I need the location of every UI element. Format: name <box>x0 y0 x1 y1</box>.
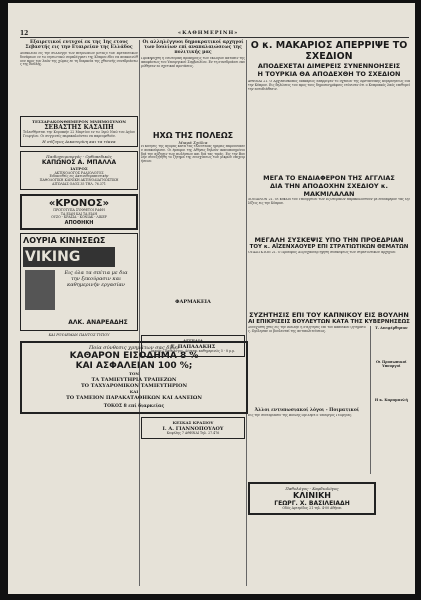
column-right <box>248 40 410 517</box>
clinic-top: Παθολόγος - Καρδιολόγος <box>285 486 339 491</box>
echo-body: Η κίνησις της αγοράς κατά τας τελευταίας ημέρας παρουσίασεν ανακούφισιν. Οι έμποροι της Αθήνας δηλούν ικανοποιημένοι διά την αύξησιν των πωλήσεων και διά τας τιμάς. Εις την Βουλήν συνεζητήθη το ζήτημα της ενισχύσεως των μικρών επιχειρήσεων. <box>141 145 245 164</box>
small-ad-heading: ΚΕΣΚΑΣ ΚΡΑΣΙΟΥ <box>172 419 214 425</box>
viking-ad <box>20 233 138 331</box>
article-title: Εξαιρετικοί ευτυχοί εκ της 1ης ετους Σεβαστής εις την Εταιρείαν της Ελλάδος <box>25 40 133 50</box>
bank-line: ΚΑΘΑΡΟΝ ΕΙΣΟΔΗΜΑ 8 % <box>69 351 199 362</box>
side-body <box>373 330 410 360</box>
kronos-line: ΠΡΩΤΟΤΥΠΑ ΣΥΝΘΕΤΟΙ ΡΑΦΗ <box>53 207 105 212</box>
clinic-doctor: ΓΕΩΡΓ. Χ. ΒΑΣΙΛΕΙΑΔΗ <box>274 500 350 507</box>
main-subheadline: ΑΠΟΔΕΧΕΤΑΙ ΔΙΜΕΡΕΙΣ ΣΥΝΕΝΝΟΗΣΕΙΣ <box>257 62 401 70</box>
funeral-text: Τελεσθήσεται την Κυριακήν 22 Μαρτίου εν τω Ιερώ Ναώ του Αγίου Γεωργίου. Οι συγγενείς παρακαλούνται να παρευρεθούν. <box>23 130 135 138</box>
lower-side <box>370 326 410 474</box>
page-number: 12 <box>20 30 29 37</box>
article-body: ΛΟΝΔΙΝΟΝ 21. Οι κύκλοι του Υπουργείου των Εξωτερικών παρακολουθούν με ενδιαφέρον τας εξελίξεις εις την Κύπρον. <box>248 198 410 205</box>
doctor-line: ΑΙΤΩΛΙΑΣ ΟΔΟΣ 35 ΤΗΛ. 76.371 <box>52 181 106 186</box>
funeral-family: Η σύζυγος Αικατερίνη και τα τέκνα <box>42 138 116 144</box>
funeral-notice <box>20 116 138 147</box>
side-heading: Η κ. Καραμανλή <box>374 398 408 402</box>
clinic-ad <box>248 482 376 515</box>
headline: ΣΥΖΗΤΗΣΙΣ ΕΠΙ ΤΟΥ ΚΑΠΝΙΚΟΥ ΕΙΣ ΒΟΥΛΗΝ <box>249 311 409 319</box>
main-headline: Ο κ. ΜΑΚΑΡΙΟΣ ΑΠΕΡΡΙΨΕ ΤΟ ΣΧΕΔΙΟΝ <box>250 40 408 62</box>
bank-line: ΚΑΙ <box>129 389 139 395</box>
main-body: ΑΘΗΝΑΙ 21. Ο Αρχιεπίσκοπος Μακάριος απέρριψεν το σχέδιον της Βρεταννικής κυβερνήσεως διά την Κύπρον. Εις δηλώσεις του προς τους δημοσιογράφους ετόνισεν ότι ο Κυπριακός λαός επιθυμεί την αυτοδιάθεσιν. <box>248 80 410 91</box>
bank-line: ΚΑΙ ΑΣΦΑΛΕΙΑΝ 100 %; <box>75 361 193 372</box>
side-heading: Οι Προσωπικοί Υπουργοί <box>375 360 407 368</box>
notice-text: Ιατρός - Παθολόγος. Δέχεται καθημερινώς 5 - 8 μ.μ. <box>150 349 236 353</box>
article-body: ΟΥΑΣΙΓΚΤΩΝ 21. Ο Πρόεδρος Αϊζενχάουερ ηγήθη συσκέψεως των στρατιωτικών αρχηγών. <box>248 251 397 254</box>
doctor-line: ΑΚΤΙΝΟΛΟΓΟΣ ΡΑΔΙΟΛΟΓΟΣ <box>54 170 104 175</box>
article-body: Προκηρύχθη η εσωτερική προκήρυξις των εκλογών κατόπιν της αποφάσεως του Υπουργικού Συμβουλίου. Εν τη συνεδριάσει εκυρώθησαν αι σχετικαί προτάσεις. <box>141 57 245 68</box>
viking-slogan: Εις όλα τα σπίτια με δια την ξεκούρασιν και καθημερινήν εργασίαν <box>64 270 128 289</box>
doctor-name: ΚΑΠΩΝΟΣ Α. ΜΠΑΛΛΑ <box>41 158 117 166</box>
kronos-title: «ΚΡΟΝΟΣ» <box>48 197 110 209</box>
viking-dealer: ΑΛΚ. ΑΝΑΡΕΑΔΗΣ <box>68 319 128 327</box>
doctor-heading: Παιδοχειρουργός - Ορθοπεδικός <box>46 153 112 159</box>
headline: ΔΙΑ ΤΗΝ ΑΠΟΔΟΧΗΝ ΣΧΕΔΙΟΥ κ. ΜΑΚΜΙΛΑΛΑΝ <box>270 182 388 198</box>
small-ad-name: Ι. Α. ΓΙΑΝΝΟΠΟΥΛΟΥ <box>162 425 224 432</box>
viking-brand: VIKING <box>23 247 115 267</box>
header-rule <box>20 37 409 38</box>
viking-illustration <box>25 270 55 310</box>
funeral-name: ΣΕΒΑΣΤΗΣ ΚΑΣΑΠΗ <box>44 124 114 131</box>
headline: ΜΕΓΑ ΤΟ ΕΝΔΙΑΦΕΡΟΝ ΤΗΣ ΑΓΓΛΙΑΣ <box>263 174 395 182</box>
bank-line: ΤΟ ΤΑΜΕΙΟΝ ΠΑΡΑΚΑΤΑΘΗΚΩΝ ΚΑΙ ΔΑΝΕΙΩΝ <box>66 395 202 402</box>
headline: ΜΕΓΑΛΗ ΣΥΣΚΕΨΙΣ ΥΠΟ ΤΗΝ ΠΡΟΕΔΡΙΑΝ <box>254 236 404 244</box>
article-title: Οι αλληλέγγυοι δημοκρατικοί αρχηγοί των Ιουλίων επί αναπαλαιώσεως της πολιτικής μας <box>142 40 244 55</box>
doctor-line: ΠΑΘΟΛΟΓΙΚΗ ΚΛΙΝΙΚΗ ΑΚΤΙΝΟΔΙΑΓΝΩΣΤΙΚΗ <box>39 178 119 183</box>
side-body <box>373 368 410 398</box>
bank-line: ΤΟΚΟΣ 8 επί διαρκείας <box>103 404 165 410</box>
newspaper-page <box>8 3 415 594</box>
column-divider <box>246 40 247 586</box>
article-body: Δυσκολίαι εις την συλλογήν των πετρελαίων μεταξύ των Βρεταννικών δυνάμεων εν τω νησιωτικώ συμπλέγματι της Κύπρου έδει να ανακοινώθουν προς τον λαόν της χώρας εν τη διαρκεία της χθεσινής συνεδριάσεως της Βουλής. <box>20 52 138 67</box>
bank-line: ΤΑ ΤΑΜΙΕΥΤΗΡΙΑ ΤΡΑΠΕΖΩΝ <box>91 377 177 384</box>
kronos-line: ΟΥΖΟ - ΚΡΑΣΙΑ - ΚΟΝΙΑΚ - ΛΙΚΕΡ <box>51 215 107 220</box>
lower-section <box>248 326 410 474</box>
notice-heading: ΑΓΓΕΛΙΑ <box>183 338 203 343</box>
doctor-line: Ειδικευθείς εις Ακτινοθεραπευτικήν <box>49 174 109 179</box>
column-middle <box>141 40 245 441</box>
article-body: Συνεχίσθη χθες εις την Βουλήν η συζήτησις επί του καπνικού ζητήματος. Ωμίλησαν οι βουλευταί της αντιπολιτεύσεως. <box>248 326 366 333</box>
masthead: «ΚΑΘΗΜΕΡΙΝΗ» <box>178 30 239 36</box>
main-subheadline: Η ΤΟΥΡΚΙΑ ΘΑ ΑΠΟΔΕΧΘΗ ΤΟ ΣΧΕΔΙΟΝ <box>257 70 401 78</box>
article-body: Εις την συνεδρίασιν της Βουλής ωμίλησε ο Υπουργός Γεωργίας. <box>248 414 353 417</box>
kronos-ad <box>20 194 138 230</box>
headline: ΑΙ ΕΠΙΚΡΙΣΕΙΣ ΒΟΥΛΕΥΤΩΝ ΚΑΤΑ ΤΗΣ ΚΥΒΕΡΝΗΣΕΩΣ <box>248 319 410 325</box>
viking-footer: ΚΑΙ ΡΟΥΛΕΜΑΝ ΠΑΝΤΟΣ ΤΥΠΟΥ <box>48 333 110 338</box>
kronos-line: ΑΠΟΘΗΚΗ <box>64 220 94 227</box>
lower-main <box>248 326 366 474</box>
column-divider <box>139 40 140 586</box>
sub-heading: Άλλοι εντυπωσιακοί λόγοι - Ποιματικοί <box>254 408 360 413</box>
echo-subtitle: Μικρά Σχόλια <box>178 140 208 145</box>
doctor-title: ΙΑΤΡΟΣ <box>70 165 88 171</box>
notice-name: Γ. ΠΑΠΑΔΑΚΗΣ <box>170 344 216 350</box>
side-heading: Τ. Ανεφέρθησαν <box>375 326 408 330</box>
viking-top: ΛΟΥΡΙΑ ΚΙΝΗΣΕΩΣ <box>23 236 106 246</box>
headline: ΤΟΥ κ. ΑΪΖΕΝΧΑΟΥΕΡ ΕΠΙ ΣΤΡΑΤΙΩΤΙΚΩΝ ΘΕΜΑΤΩΝ <box>249 244 409 250</box>
kronos-line: ΤΑ ΕΙΔΗ ΚΑΙ ΤΑ ΕΙΔΗ <box>60 211 98 216</box>
bank-line: Ποία σύνθεσις χρημάτων σας δίδει <box>88 345 180 352</box>
echo-title: ΗΧΩ ΤΗΣ ΠΟΛΕΩΣ <box>152 131 234 140</box>
small-ad-text: Κυψέλης 7 ΑΘΗΝΑΙ Τηλ. 27.476 <box>166 430 220 435</box>
doctor-ad <box>20 151 138 190</box>
clinic-address: Οδός Αρτεμίδος 21 τηλ. 4-00 Αθήναι <box>282 506 342 510</box>
pharmacy-heading: ΦΑΡΜΑΚΕΙΑ <box>175 299 211 305</box>
bank-line: ΤΟ ΤΑΧΥΔΡΟΜΙΚΟΝ ΤΑΜΙΕΥΤΗΡΙΟΝ <box>80 383 188 390</box>
notice-box <box>141 335 245 357</box>
bank-line: ΤΟΝ <box>128 371 140 377</box>
small-ad <box>141 417 245 439</box>
funeral-heading: ΤΕΣΣΑΡΑΚΟΝΘΗΜΕΡΟΝ ΜΝΗΜΟΣΥΝΟΝ <box>31 119 127 124</box>
clinic-name: ΚΛΙΝΙΚΗ <box>293 491 331 500</box>
